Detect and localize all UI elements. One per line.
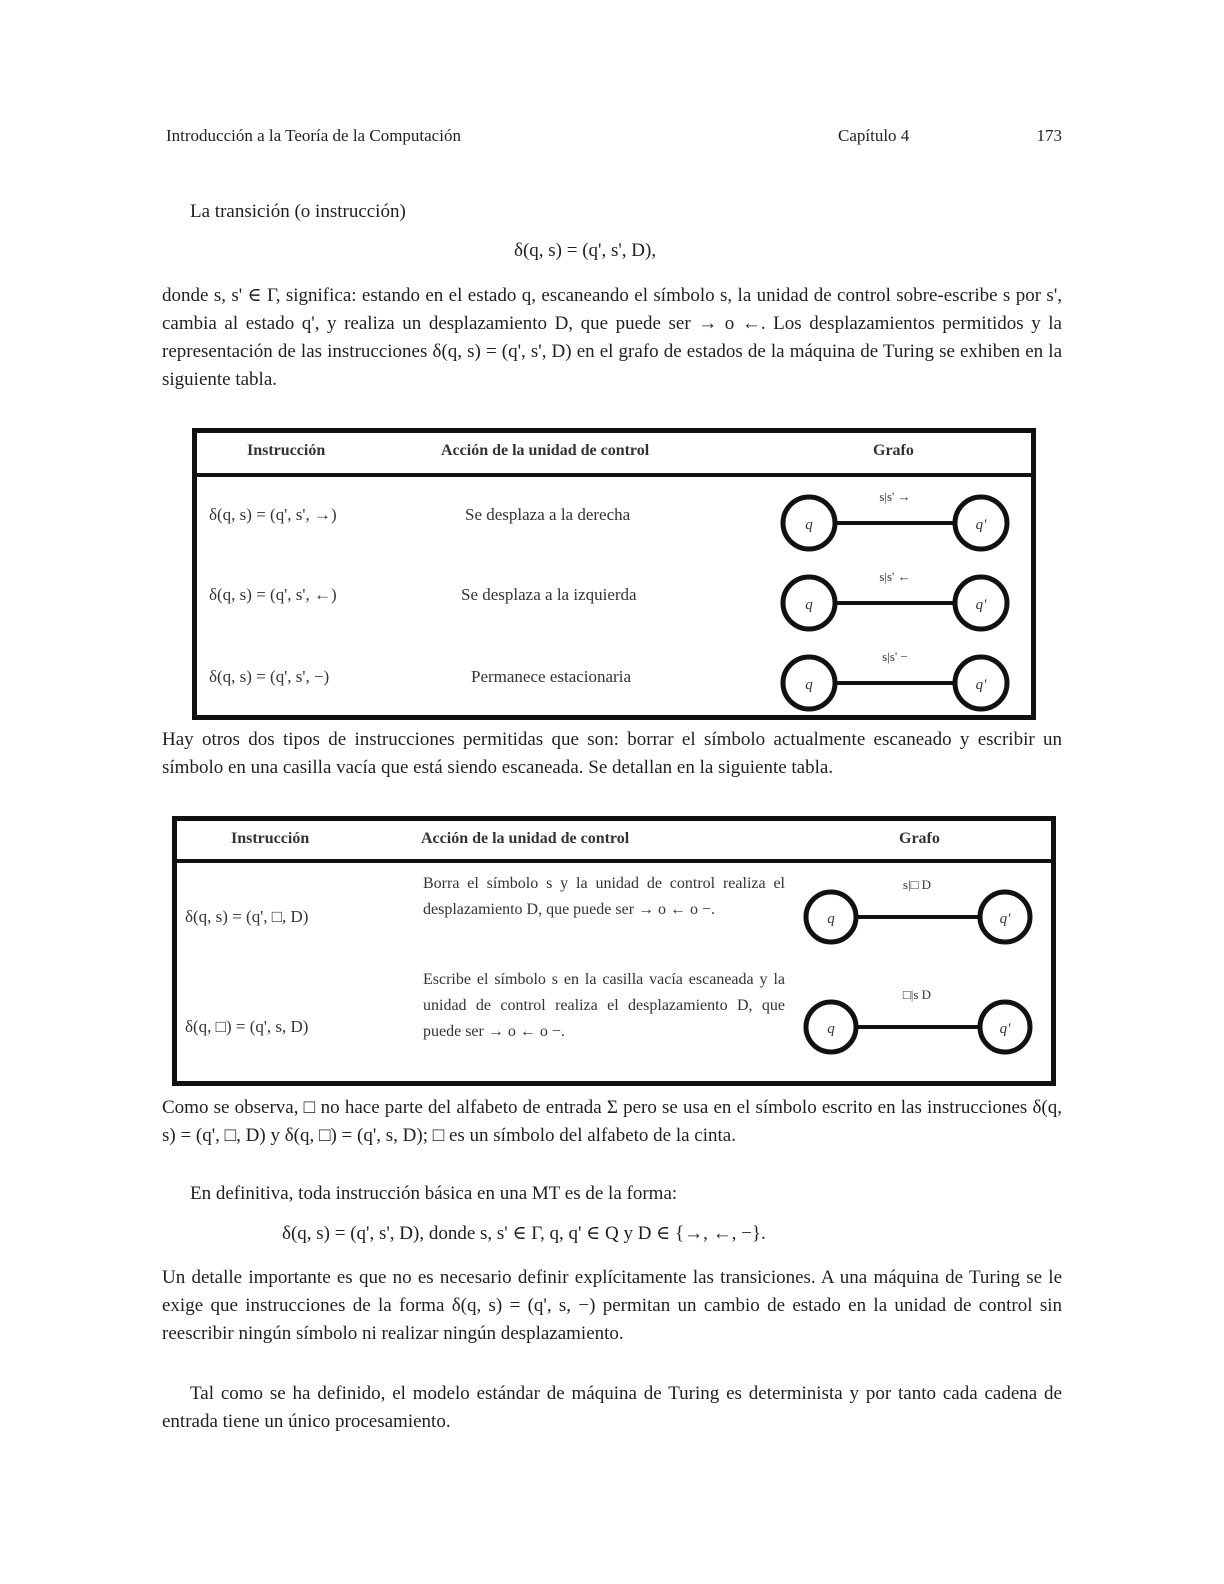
state-label-to: q' [999, 911, 1011, 927]
running-header [166, 126, 1062, 152]
state-transition-graph [777, 563, 1017, 639]
instruction-table-2 [172, 816, 1056, 1086]
paragraph-4: En definitiva, toda instrucción básica en una MT es de la forma: [190, 1183, 678, 1204]
equation-1: δ(q, s) = (q', s', D), [514, 240, 657, 261]
equation-2: δ(q, s) = (q', s', D), donde s, s' ∈ Γ, q, q' ∈ Q y D ∈ {→, ←, −}. [282, 1223, 766, 1244]
instruction-cell: δ(q, s) = (q', □, D) [185, 907, 309, 926]
table-row [197, 479, 1031, 559]
state-label-to: q' [975, 517, 987, 533]
state-label-from: q [827, 911, 835, 927]
table-2-header-action: Acción de la unidad de control [421, 830, 630, 847]
action-cell: Borra el símbolo s y la unidad de control realiza el desplazamiento D, que puede ser → o ← o −. [423, 875, 785, 918]
state-label-from: q [805, 597, 813, 613]
state-transition-graph [801, 875, 1041, 951]
table-1-header-graph: Grafo [873, 442, 914, 459]
table-row [197, 559, 1031, 639]
paragraph-5: Un detalle importante es que no es necesario definir explícitamente las transiciones. A una máquina de Turing se le exige que instrucciones de la forma δ(q, s) = (q', s, −) permitan un cambio de estado en la unidad de control sin reescribir ningún símbolo ni realizar ningún desplazamiento. [162, 1267, 1062, 1344]
instruction-cell: δ(q, s) = (q', s', →) [209, 505, 337, 524]
state-label-from: q [805, 517, 813, 533]
paragraph-3: Como se observa, □ no hace parte del alfabeto de entrada Σ pero se usa en el símbolo escrito en las instrucciones δ(q, s) = (q', □, D) y δ(q, □) = (q', s, D); □ es un símbolo del alfabeto de la cinta. [162, 1097, 1062, 1146]
instruction-cell: δ(q, s) = (q', s', ←) [209, 585, 337, 604]
paragraph-1: donde s, s' ∈ Γ, significa: estando en el estado q, escaneando el símbolo s, la unidad de control sobre-escribe s por s', cambia al estado q', y realiza un desplazamiento D, que puede ser → o ←. Los desplazamientos permitidos y la representación de las instrucciones δ(q, s) = (q', s', D) en el grafo de estados de la máquina de Turing se exhiben en la siguiente tabla. [162, 285, 1062, 390]
state-label-from: q [827, 1021, 835, 1037]
table-2-header-graph: Grafo [899, 830, 940, 847]
action-cell: Se desplaza a la izquierda [461, 585, 637, 604]
table-1-header [197, 433, 1031, 473]
state-label-from: q [805, 677, 813, 693]
action-cell: Permanece estacionaria [471, 667, 631, 686]
edge-label: s|s' → [879, 489, 911, 504]
table-2-header [177, 821, 1051, 861]
edge-label: s|□ D [902, 877, 932, 892]
edge-label: s|s' ← [879, 569, 911, 584]
action-cell: Escribe el símbolo s en la casilla vacía escaneada y la unidad de control realiza el desplazamiento D, que puede ser → o ← o −. [423, 971, 785, 1040]
table-2-header-instruction: Instrucción [231, 830, 310, 847]
edge-label: □|s D [902, 987, 932, 1002]
state-transition-graph [801, 985, 1041, 1061]
table-row [197, 639, 1031, 719]
edge-label: s|s' − [882, 649, 908, 664]
state-label-to: q' [999, 1021, 1011, 1037]
table-row [177, 963, 1051, 1083]
chapter-label: Capítulo 4 [838, 126, 910, 145]
paragraph-6: Tal como se ha definido, el modelo estándar de máquina de Turing es determinista y por tanto cada cadena de entrada tiene un único procesamiento. [162, 1383, 1062, 1432]
state-transition-graph [777, 643, 1017, 719]
book-title: Introducción a la Teoría de la Computación [166, 126, 461, 145]
table-2-header-rule [177, 859, 1051, 863]
state-transition-graph [777, 483, 1017, 559]
instruction-cell: δ(q, □) = (q', s, D) [185, 1017, 309, 1036]
state-label-to: q' [975, 597, 987, 613]
table-1-header-action: Acción de la unidad de control [441, 442, 650, 459]
instruction-table-1 [192, 428, 1036, 720]
paragraph-2: Hay otros dos tipos de instrucciones permitidas que son: borrar el símbolo actualmente escaneado y escribir un símbolo en una casilla vacía que está siendo escaneada. Se detallan en la siguiente tabla. [162, 729, 1062, 778]
table-1-header-instruction: Instrucción [247, 442, 326, 459]
page-number: 173 [1036, 126, 1062, 145]
action-cell: Se desplaza a la derecha [465, 505, 631, 524]
state-label-to: q' [975, 677, 987, 693]
instruction-cell: δ(q, s) = (q', s', −) [209, 667, 330, 686]
table-1-header-rule [197, 473, 1031, 477]
table-row [177, 865, 1051, 957]
intro-line: La transición (o instrucción) [190, 201, 406, 222]
